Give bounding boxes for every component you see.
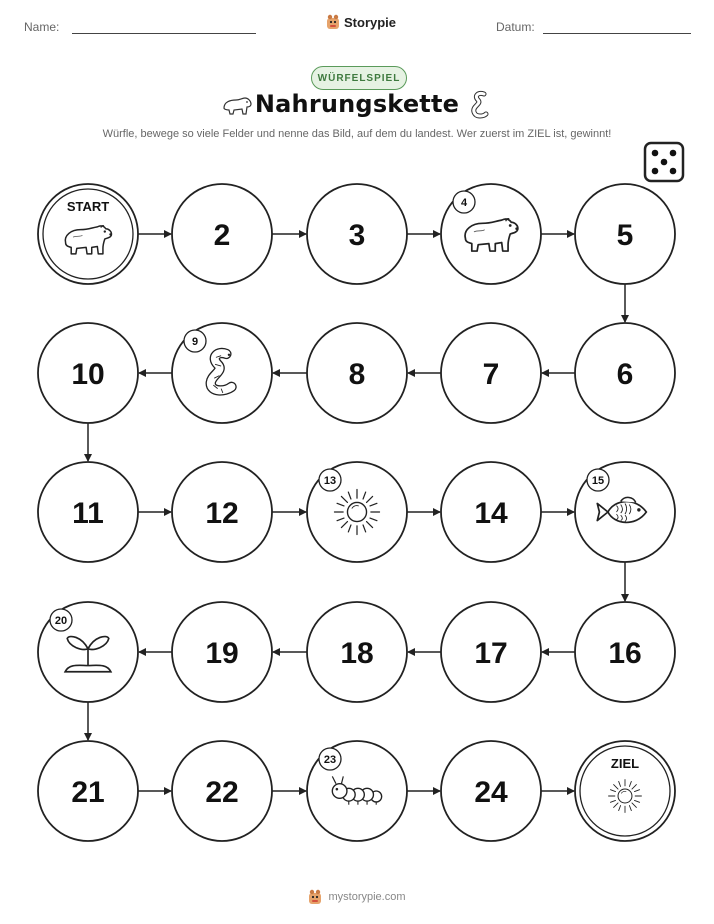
space-number: 24	[474, 776, 508, 809]
space-number: 18	[340, 637, 374, 670]
board-space-22[interactable]	[172, 741, 272, 841]
space-number: 3	[348, 219, 366, 252]
space-number: 8	[348, 358, 366, 391]
brand-name: Storypie	[344, 14, 397, 30]
board-space-13[interactable]	[307, 462, 407, 562]
space-number: 16	[608, 637, 642, 670]
space-number: 14	[474, 497, 508, 530]
board-space-12[interactable]	[172, 462, 272, 562]
space-number: 17	[474, 637, 508, 670]
board-space-20[interactable]	[38, 602, 138, 702]
space-number: 5	[616, 219, 634, 252]
space-number: 7	[482, 358, 500, 391]
board-space-6[interactable]	[575, 323, 675, 423]
board-space-16[interactable]	[575, 602, 675, 702]
sun-icon	[609, 780, 642, 813]
date-label: Datum:	[496, 20, 535, 34]
board-space-17[interactable]	[441, 602, 541, 702]
board-space-11[interactable]	[38, 462, 138, 562]
board-space-8[interactable]	[307, 323, 407, 423]
space-number: 10	[71, 358, 105, 391]
space-number: 15	[591, 475, 605, 487]
name-label: Name:	[24, 20, 60, 34]
board-space-23[interactable]	[307, 741, 407, 841]
space-number: 4	[460, 197, 468, 209]
space-number: 2	[213, 219, 231, 252]
space-number: 6	[616, 358, 634, 391]
board-space-15[interactable]	[575, 462, 675, 562]
storypie-mascot-icon	[308, 889, 322, 905]
page-title: Nahrungskette	[254, 90, 460, 118]
board-space-9[interactable]	[172, 323, 272, 423]
board-space-1[interactable]	[38, 184, 138, 284]
board-space-21[interactable]	[38, 741, 138, 841]
space-number: 23	[323, 754, 337, 766]
board-space-19[interactable]	[172, 602, 272, 702]
space-number: 22	[205, 776, 239, 809]
board-space-18[interactable]	[307, 602, 407, 702]
board-space-14[interactable]	[441, 462, 541, 562]
board-space-2[interactable]	[172, 184, 272, 284]
game-type-badge: WÜRFELSPIEL	[311, 66, 407, 90]
instructions: Würfle, bewege so viele Felder und nenne das Bild, auf dem du landest. Wer zuerst im ZIEL ist, gewinnt!	[102, 128, 612, 140]
space-label-start: START	[66, 199, 110, 214]
space-number: 19	[205, 637, 239, 670]
board-space-3[interactable]	[307, 184, 407, 284]
space-number: 21	[71, 776, 105, 809]
board-space-7[interactable]	[441, 323, 541, 423]
space-number: 13	[323, 475, 337, 487]
sun-icon	[334, 489, 379, 534]
space-number: 12	[205, 497, 239, 530]
footer-site: mystorypie.com	[328, 891, 406, 903]
board-space-24[interactable]	[441, 741, 541, 841]
board-space-4[interactable]	[441, 184, 541, 284]
board-space-25[interactable]	[575, 741, 675, 841]
space-number: 11	[72, 497, 104, 530]
board-space-10[interactable]	[38, 323, 138, 423]
board-space-5[interactable]	[575, 184, 675, 284]
space-label-ziel: ZIEL	[610, 756, 640, 771]
space-number: 9	[191, 336, 199, 348]
space-number: 20	[54, 615, 68, 627]
footer	[0, 889, 714, 905]
